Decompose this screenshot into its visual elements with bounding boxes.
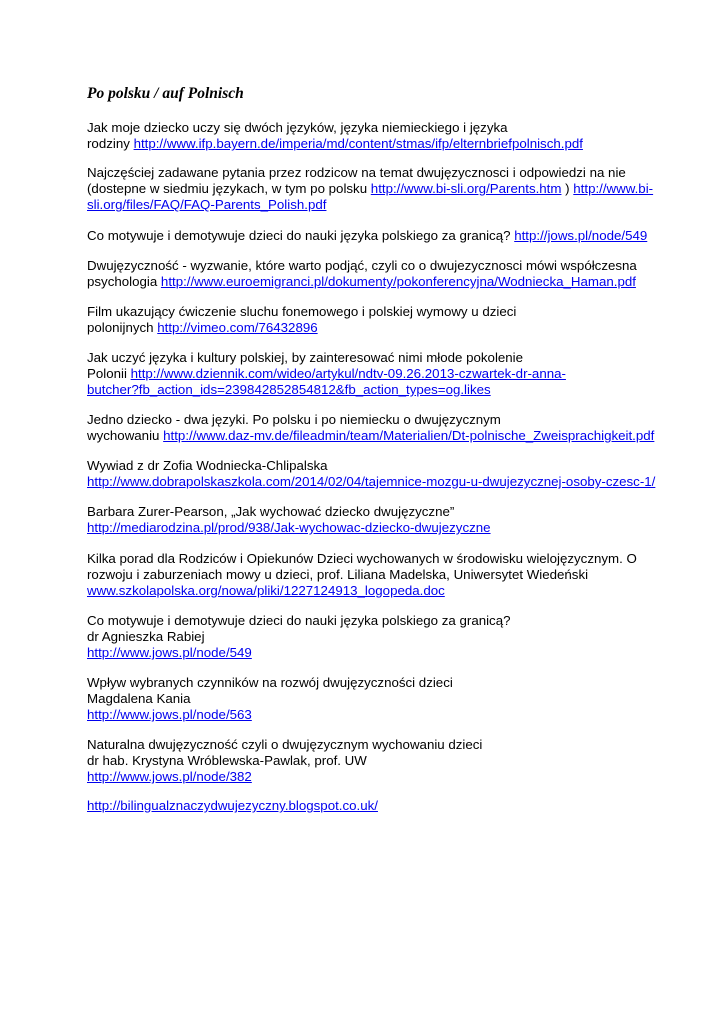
- entry-line: [87, 366, 687, 382]
- entry-link[interactable]: http://www.dobrapolskaszkola.com/2014/02/04/tajemnice-mozgu-u-dwujezycznej-osoby-czesc-1/: [87, 474, 656, 489]
- entry-text: Najczęściej zadawane pytania przez rodzicow na temat dwujęzycznosci i odpowiedzi na nie: [87, 165, 626, 180]
- entry-line: [87, 645, 687, 661]
- entry-link[interactable]: http://www.bi-: [573, 181, 654, 196]
- entry-link[interactable]: http://www.jows.pl/node/549: [87, 645, 252, 660]
- entry-text: dr hab. Krystyna Wróblewska-Pawlak, prof. UW: [87, 753, 367, 768]
- entry-line: [87, 583, 687, 599]
- entry-line: [87, 737, 687, 753]
- entry-text: Wywiad z dr Zofia Wodniecka-Chlipalska: [87, 458, 328, 473]
- entry-line: [87, 350, 687, 366]
- entry-line: [87, 798, 687, 814]
- entry: [87, 350, 687, 398]
- entry-text: Jak moje dziecko uczy się dwóch języków, języka niemieckiego i języka: [87, 120, 508, 135]
- entry-line: [87, 769, 687, 785]
- entry-line: [87, 520, 687, 536]
- entry-text: (dostepne w siedmiu językach, w tym po polsku: [87, 181, 371, 196]
- entry-link[interactable]: http://www.daz-mv.de/fileadmin/team/Materialien/Dt-polnische_Zweisprachigkeit.pdf: [163, 428, 655, 443]
- entry-link[interactable]: http://jows.pl/node/549: [514, 228, 648, 243]
- entry: [87, 798, 687, 814]
- entry-text: Wpływ wybranych czynników na rozwój dwujęzyczności dzieci: [87, 675, 453, 690]
- entry-line: [87, 304, 687, 320]
- entry-line: [87, 474, 687, 490]
- entry-text: Jak uczyć języka i kultury polskiej, by zainteresować nimi młode pokolenie: [87, 350, 524, 365]
- entry-line: [87, 165, 687, 181]
- entry: [87, 675, 687, 723]
- entry: [87, 551, 687, 599]
- entry-text: Co motywuje i demotywuje dzieci do nauki języka polskiego za granicą?: [87, 228, 515, 243]
- entry-link[interactable]: http://www.bi-sli.org/Parents.htm: [370, 181, 562, 196]
- entry-line: [87, 675, 687, 691]
- entry-line: [87, 753, 687, 769]
- entry-line: [87, 320, 687, 336]
- entry-text: Naturalna dwujęzyczność czyli o dwujęzycznym wychowaniu dzieci: [87, 737, 483, 752]
- entry-text: Jedno dziecko - dwa języki. Po polsku i po niemiecku o dwujęzycznym: [87, 412, 501, 427]
- entry: [87, 412, 687, 444]
- entry-line: [87, 136, 687, 152]
- entry: [87, 228, 687, 244]
- document-heading: Po polsku / auf Polnisch: [87, 85, 244, 102]
- entry: [87, 258, 687, 290]
- entry-text: Film ukazujący ćwiczenie sluchu fonemowego i polskiej wymowy u dzieci: [87, 304, 517, 319]
- entry-text: rozwoju i zaburzeniach mowy u dzieci, prof. Liliana Madelska, Uniwersytet Wiedeński: [87, 567, 589, 582]
- entry-line: [87, 551, 687, 567]
- entry: [87, 165, 687, 213]
- entry-text: polonijnych: [87, 320, 158, 335]
- entry-line: [87, 228, 687, 244]
- entry: [87, 304, 687, 336]
- entry-link[interactable]: butcher?fb_action_ids=239842852854812&fb_action_types=og.likes: [87, 382, 491, 397]
- entry-link[interactable]: sli.org/files/FAQ/FAQ-Parents_Polish.pdf: [87, 197, 327, 212]
- entry-text: Kilka porad dla Rodziców i Opiekunów Dzieci wychowanych w środowisku wielojęzycznym. O: [87, 551, 637, 566]
- entry-line: [87, 181, 687, 197]
- entry-text: Co motywuje i demotywuje dzieci do nauki języka polskiego za granicą?: [87, 613, 511, 628]
- entry-line: [87, 567, 687, 583]
- entry-line: [87, 258, 687, 274]
- entry-text: Barbara Zurer-Pearson, „Jak wychować dziecko dwujęzyczne”: [87, 504, 455, 519]
- entry-text: Magdalena Kania: [87, 691, 191, 706]
- entry-line: [87, 504, 687, 520]
- entry-link[interactable]: http://www.jows.pl/node/563: [87, 707, 252, 722]
- entry-line: [87, 691, 687, 707]
- entry-link[interactable]: http://www.dziennik.com/wideo/artykul/ndtv-09.26.2013-czwartek-dr-anna-: [130, 366, 566, 381]
- entry: [87, 613, 687, 661]
- entry-link[interactable]: http://mediarodzina.pl/prod/938/Jak-wychowac-dziecko-dwujezyczne: [87, 520, 491, 535]
- entry-text: dr Agnieszka Rabiej: [87, 629, 205, 644]
- entry-link[interactable]: www.szkolapolska.org/nowa/pliki/1227124913_logopeda.doc: [87, 583, 445, 598]
- entry: [87, 504, 687, 536]
- entry-line: [87, 274, 687, 290]
- entry-line: [87, 613, 687, 629]
- entry-link[interactable]: http://www.ifp.bayern.de/imperia/md/content/stmas/ifp/elternbriefpolnisch.pdf: [133, 136, 583, 151]
- entry-link[interactable]: http://www.euroemigranci.pl/dokumenty/pokonferencyjna/Wodniecka_Haman.pdf: [160, 274, 636, 289]
- entry-text: Polonii: [87, 366, 131, 381]
- entry-link[interactable]: http://www.jows.pl/node/382: [87, 769, 252, 784]
- entry-text: Dwujęzyczność - wyzwanie, które warto podjąć, czyli co o dwujezycznosci mówi współczesna: [87, 258, 637, 273]
- entry: [87, 737, 687, 785]
- entry-line: [87, 707, 687, 723]
- entry-text: rodziny: [87, 136, 134, 151]
- entry-line: [87, 197, 687, 213]
- entry-link[interactable]: http://vimeo.com/76432896: [157, 320, 318, 335]
- entry-text: wychowaniu: [87, 428, 164, 443]
- entry-line: [87, 428, 687, 444]
- entry-line: [87, 458, 687, 474]
- entry-line: [87, 412, 687, 428]
- entry-link[interactable]: http://bilingualznaczydwujezyczny.blogspot.co.uk/: [87, 798, 378, 813]
- entry-text: ): [561, 181, 574, 196]
- entry-line: [87, 120, 687, 136]
- entry: [87, 120, 687, 152]
- entry-text: psychologia: [87, 274, 161, 289]
- entry-line: [87, 629, 687, 645]
- entry: [87, 458, 687, 490]
- entry-line: [87, 382, 687, 398]
